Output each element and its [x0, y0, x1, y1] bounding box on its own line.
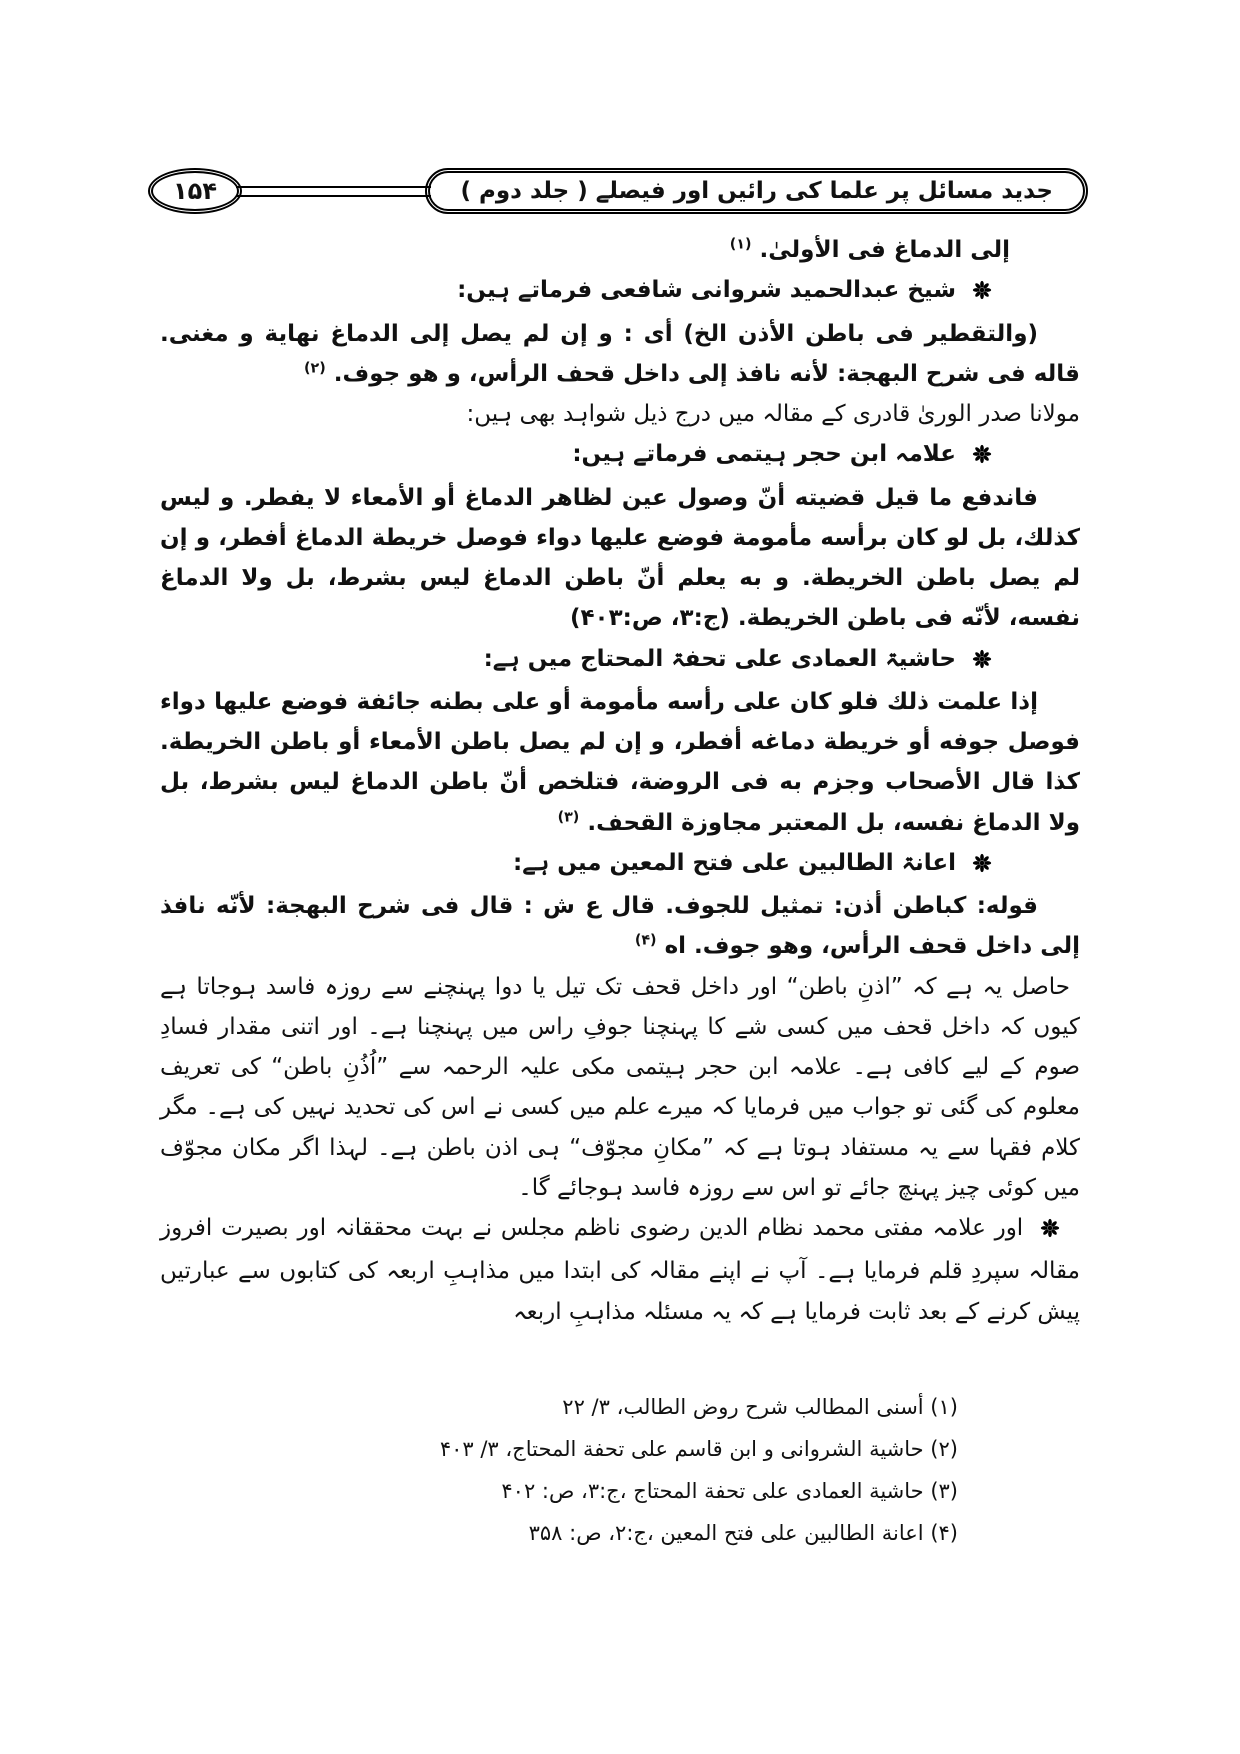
quote-heading	[160, 434, 1080, 477]
footnote-line	[160, 1512, 958, 1554]
urdu-paragraph	[160, 967, 1080, 1209]
arabic-quote	[160, 886, 1080, 967]
arabic-text: (والتقطیر فی باطن الأذن الخ) أی : و إن لم یصل إلی الدماغ نهایة و مغنی. قاله فی شرح البهجة: لأنه نافذ إلی داخل قحف الرأس، و هو جوف.	[160, 320, 1080, 387]
arabic-quote	[160, 314, 1080, 395]
heading-text: علامہ ابن حجر ہیتمی فرماتے ہیں:	[572, 441, 956, 468]
arabic-text: فاندفع ما قیل قضیته أنّ وصول عین لظاهر الدماغ أو الأمعاء لا یفطر. و لیس کذلك، بل لو کان برأسه مأمومة فوضع علیها دواء فوصل خریطة الدماغ أفطر، و إن لم یصل باطن الخریطة. و به یعلم أنّ باطن الدماغ لیس بشرط، بل ولا الدماغ نفسه، لأنّه فی باطن الخریطة. (ج:۳، ص:۴۰۳)	[160, 484, 1080, 632]
urdu-text: مولانا صدر الوریٰ قادری کے مقالہ میں درج ذیل شواہد بھی ہیں:	[466, 401, 1080, 427]
flower-ornament-icon	[972, 846, 992, 886]
book-title-cartouche	[425, 168, 1088, 214]
arabic-text: إذا علمت ذلك فلو کان علی رأسه مأمومة أو علی بطنه جائفة فوضع علیها دواء فوصل جوفه أو خریطة دماغه أفطر، و إن لم یصل باطن الأمعاء أو باطن الخریطة. کذا قال الأصحاب وجزم به فی الروضة، فتلخص أنّ باطن الدماغ لیس بشرط، بل ولا الدماغ نفسه، بل المعتبر مجاوزة القحف.	[160, 688, 1080, 836]
footnotes-section	[160, 1386, 958, 1554]
footnote-text: (۳) حاشیة العمادی علی تحفة المحتاج ،ج:۳، ص: ۴۰۲	[501, 1478, 958, 1503]
urdu-paragraph	[160, 1208, 1080, 1332]
arabic-quote	[160, 682, 1080, 843]
urdu-line	[160, 394, 1080, 434]
flower-ornament-icon	[1040, 1211, 1070, 1251]
footnote-line	[160, 1428, 958, 1470]
page-number: ۱۵۴	[173, 177, 217, 205]
quote-heading	[160, 639, 1080, 682]
footnote-marker-4: (۴)	[634, 932, 657, 949]
page-header	[0, 168, 1240, 214]
quote-heading	[160, 843, 1080, 886]
footnote-line	[160, 1386, 958, 1428]
footnote-text: (۴) اعانة الطالبین علی فتح المعین ،ج:۲، ص: ۳۵۸	[528, 1520, 958, 1545]
footnote-text: (۲) حاشیة الشروانی و ابن قاسم علی تحفة المحتاج، ۳/ ۴۰۳	[439, 1436, 958, 1461]
footnote-marker-2: (۲)	[303, 360, 326, 377]
flower-ornament-icon	[972, 273, 992, 313]
flower-ornament-icon	[972, 642, 992, 682]
book-title: جدید مسائل پر علما کی رائیں اور فیصلے ( جلد دوم )	[460, 178, 1053, 204]
heading-text: شیخ عبدالحمید شروانی شافعی فرماتے ہیں:	[457, 277, 956, 304]
arabic-text: إلى الدماغ فی الأولىٰ.	[759, 237, 1010, 263]
page-number-badge	[148, 168, 242, 214]
arabic-text: قوله: کباطن أذن: تمثیل للجوف. قال ع ش : قال فی شرح البهجة: لأنّه نافذ إلی داخل قحف الرأس، وهو جوف. اه	[160, 893, 1080, 960]
heading-text: اعانۃ الطالبین علی فتح المعین میں ہے:	[513, 849, 956, 876]
page-content	[0, 214, 1240, 1332]
arabic-quote	[160, 478, 1080, 639]
arabic-opening-line	[160, 230, 1080, 270]
footnote-marker-1: (۱)	[729, 236, 752, 253]
urdu-text: حاصل یہ ہے کہ ”اذنِ باطن“ اور داخل قحف تک تیل یا دوا پہنچنے سے روزہ فاسد ہوجاتا ہے کیوں کہ داخل قحف میں کسی شے کا پہنچنا جوفِ راس میں پہنچنا ہے۔ اور اتنی مقدار فسادِ صوم کے لیے کافی ہے۔ علامہ ابن حجر ہیتمی مکی علیہ الرحمہ سے ”اُذُنِ باطن“ کی تعریف معلوم کی گئی تو جواب میں فرمایا کہ میرے علم میں کسی نے اس کی تحدید نہیں کی ہے۔ مگر کلام فقہا سے یہ مستفاد ہوتا ہے کہ ”مکانِ مجوّف“ ہی اذن باطن ہے۔ لہذا اگر مکان مجوّف میں کوئی چیز پہنچ جائے تو اس سے روزہ فاسد ہوجائے گا۔	[160, 973, 1080, 1201]
heading-text: حاشیۃ العمادی علی تحفۃ المحتاج میں ہے:	[483, 645, 956, 672]
footnote-line	[160, 1470, 958, 1512]
flower-ornament-icon	[972, 437, 992, 477]
urdu-text: اور علامہ مفتی محمد نظام الدین رضوی ناظم مجلس نے بہت محققانہ اور بصیرت افروز مقالہ سپردِ قلم فرمایا ہے۔ آپ نے اپنے مقالہ کی ابتدا میں مذاہبِ اربعہ کی کتابوں سے عبارتیں پیش کرنے کے بعد ثابت فرمایا ہے کہ یہ مسئلہ مذاہبِ اربعہ	[160, 1215, 1080, 1325]
footnote-text: (۱) أسنی المطالب شرح روض الطالب، ۳/ ۲۲	[562, 1394, 958, 1419]
header-double-rule	[236, 186, 431, 197]
footnote-marker-3: (۳)	[557, 808, 580, 825]
quote-heading	[160, 270, 1080, 313]
